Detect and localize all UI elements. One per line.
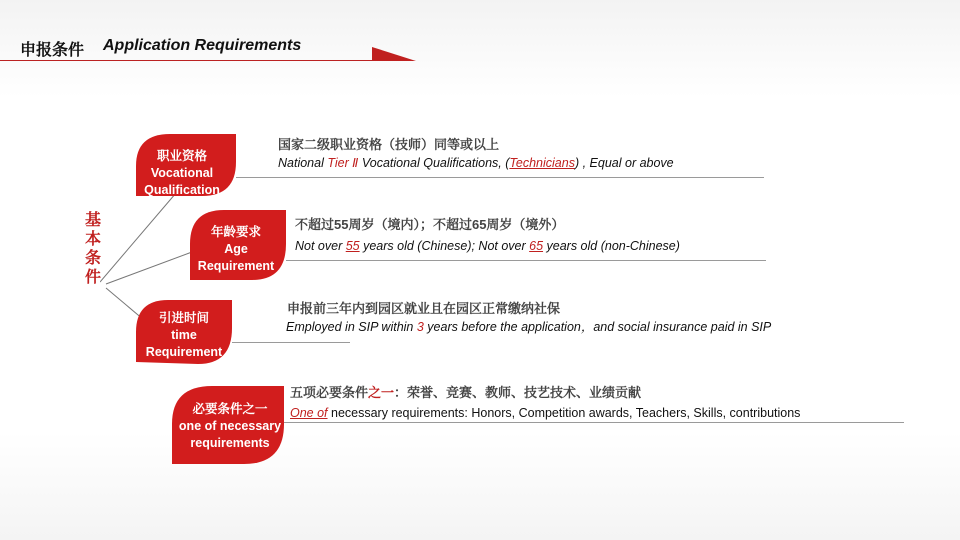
badge-2-cn: 年龄要求 [210, 225, 261, 239]
req-1-en-mid: Vocational Qualifications, ( [358, 156, 510, 170]
req-4-en [290, 406, 800, 420]
header-divider [0, 60, 372, 61]
req-2-en-post: years old (non-Chinese) [543, 239, 680, 253]
req-4-cn-pre: 五项必要条件 [290, 385, 369, 400]
req-3-en-3: 3 [416, 320, 424, 334]
page-title-en: Application Requirements [103, 37, 302, 54]
header-arrow-icon [372, 47, 416, 63]
req-2-cn: 不超过55周岁（境内）；不超过65周岁（境外） [295, 217, 565, 232]
badge-4-en-line1: one of necessary [178, 419, 282, 433]
req-1-cn: 国家二级职业资格（技师）同等或以上 [278, 137, 500, 152]
side-label-text: 基本条件 [84, 212, 101, 286]
badge-3-en-line2: Requirement [145, 345, 223, 359]
page-title-cn: 申报条件 [20, 42, 85, 59]
badge-4-en-line2: requirements [190, 436, 270, 450]
req-4-cn-hl: 之一 [368, 385, 395, 400]
badge-2-en-line1: Age [224, 242, 248, 256]
req-4-cn [290, 382, 641, 401]
badge-3-en-line1: time [171, 328, 197, 342]
req-2-en-mid: years old (Chinese); Not over [359, 239, 530, 253]
req-1-en [278, 155, 674, 170]
req-2-en-55: 55 [345, 239, 360, 253]
divider-4 [284, 422, 904, 423]
req-3-en-post: years before the application，and social insurance paid in SIP [423, 320, 772, 334]
badge-4-cn: 必要条件之一 [192, 402, 268, 416]
divider-3 [232, 342, 350, 343]
req-2-en-pre: Not over [295, 239, 346, 253]
badge-1-en-line2: Qualification [144, 183, 220, 197]
badge-1-en-line1: Vocational [150, 166, 214, 180]
req-3-en [286, 321, 856, 334]
req-4-cn-post: ：荣誉、竞赛、教师、技艺技术、业绩贡献 [394, 385, 642, 400]
badge-1-cn: 职业资格 [156, 149, 207, 163]
req-1-en-post: ) , Equal or above [574, 156, 674, 170]
req-1-en-pre: National [278, 156, 328, 170]
req-4-en-post: necessary requirements: Honors, Competition awards, Teachers, Skills, contributions [327, 406, 801, 420]
req-1-en-tier: Tier Ⅱ [327, 156, 359, 170]
badge-2-en-line2: Requirement [197, 259, 275, 273]
req-2-en-65: 65 [529, 239, 544, 253]
req-3-cn: 申报前三年内到园区就业且在园区正常缴纳社保 [287, 301, 561, 316]
badge-3-cn: 引进时间 [158, 311, 209, 325]
req-3-en-pre: Employed in SIP within [286, 320, 417, 334]
req-4-en-one-of: One of [290, 406, 328, 420]
divider-1 [236, 177, 764, 178]
req-2-en [295, 239, 680, 253]
req-1-en-technicians: Technicians [509, 156, 575, 170]
divider-2 [286, 260, 766, 261]
